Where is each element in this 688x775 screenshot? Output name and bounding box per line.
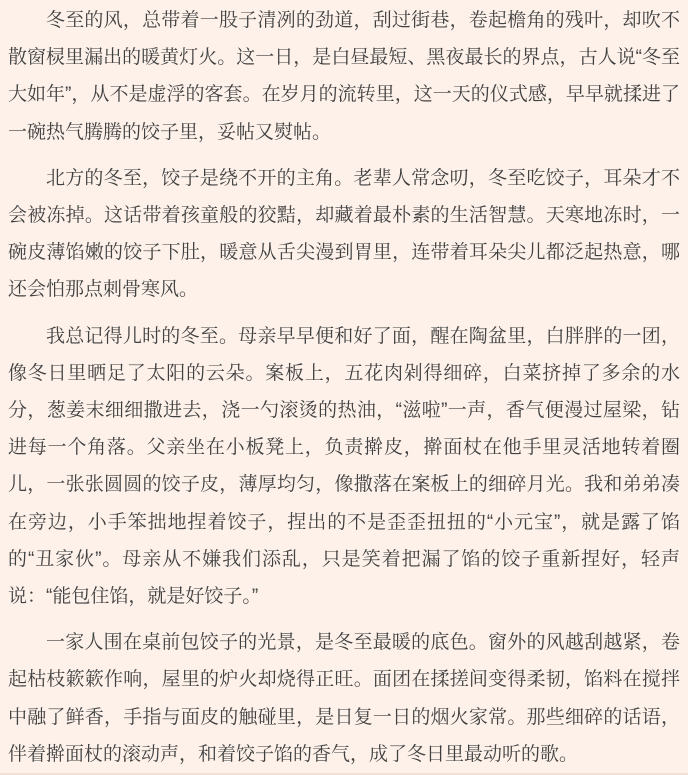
paragraph-family-warmth: 一家人围在桌前包饺子的光景，是冬至最暖的底色。窗外的风越刮越紧，卷起枯枝簌簌作响，屋里的炉火却烧得正旺。面团在揉搓间变得柔韧，馅料在搅拌中融了鲜香，手指与面皮的触碰里，是日复一日的烟火家常。那些细碎的话语，伴着擀面杖的滚动声，和着饺子馅的香气，成了冬日里最动听的歌。	[8, 632, 680, 765]
paragraph-winter-solstice-wind: 冬至的风，总带着一股子清冽的劲道，刮过街巷，卷起檐角的残叶，却吹不散窗棂里漏出的暖黄灯火。这一日，是白昼最短、黑夜最长的界点，古人说“冬至大如年”，从不是虚浮的客套。在岁月的流转里，这一天的仪式感，早早就揉进了一碗热气腾腾的饺子里，妥帖又熨帖。	[8, 10, 680, 143]
paragraph-childhood-memory: 我总记得儿时的冬至。母亲早早便和好了面，醒在陶盆里，白胖胖的一团，像冬日里晒足了太阳的云朵。案板上，五花肉剁得细碎，白菜挤掉了多余的水分，葱姜末细细撒进去，浇一勺滚烫的热油，“滋啦”一声，香气便漫过屋梁，钻进每一个角落。父亲坐在小板凳上，负责擀皮，擀面杖在他手里灵活地转着圈儿，一张张圆圆的饺子皮，薄厚均匀，像撒落在案板上的细碎月光。我和弟弟凑在旁边，小手笨拙地捏着饺子，捏出的不是歪歪扭扭的“小元宝”，就是露了馅的“丑家伙”。母亲从不嫌我们添乱，只是笑着把漏了馅的饺子重新捏好，轻声说：“能包住馅，就是好饺子。”	[8, 325, 680, 608]
paragraph-northern-dumplings: 北方的冬至，饺子是绕不开的主角。老辈人常念叨，冬至吃饺子，耳朵才不会被冻掉。这话带着孩童般的狡黠，却藏着最朴素的生活智慧。天寒地冻时，一碗皮薄馅嫩的饺子下肚，暖意从舌尖漫到胃里，连带着耳朵尖儿都泛起热意，哪还会怕那点刺骨寒风。	[8, 167, 680, 301]
